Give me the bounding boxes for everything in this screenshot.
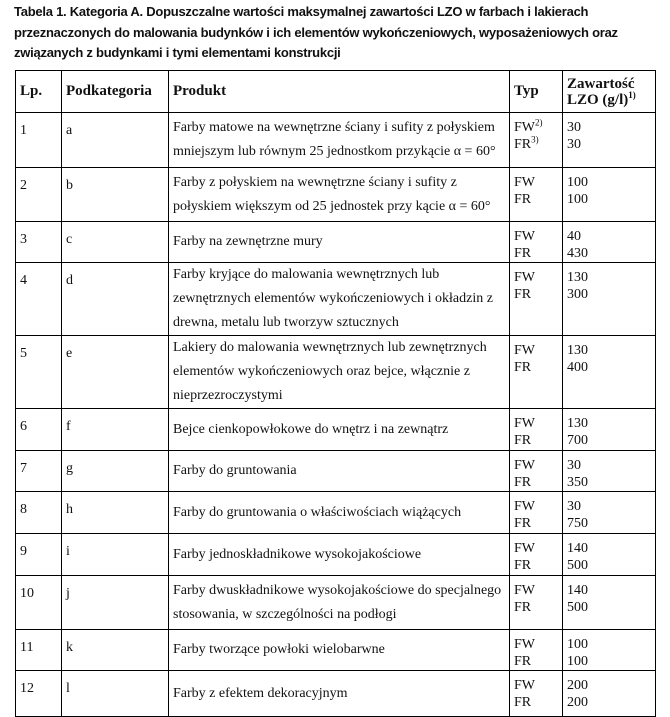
row-fr-val: 700: [567, 433, 588, 448]
table-caption: Tabela 1. Kategoria A. Dopuszczalne wartości maksymalnej zawartości LZO w farbach i lakierach przeznaczonych do malowania budynków i ich elementów wykończeniowych, wyposażeniowych oraz związanych z budynkami i tymi elementami konstrukcji: [14, 4, 618, 60]
row-lp: 5: [20, 346, 27, 361]
row-sub: f: [66, 419, 71, 434]
row-lp: 10: [20, 586, 34, 601]
footnote-marker: 1): [628, 89, 636, 100]
cell-type: [510, 534, 563, 576]
row-fw-val: 30: [567, 458, 581, 473]
cell-voc-value: [563, 336, 656, 409]
row-sub: g: [66, 461, 73, 476]
cell-lp: [16, 263, 62, 336]
cell-product: [169, 168, 510, 222]
header-podkategoria: Podkategoria: [62, 71, 169, 113]
table-row: [16, 630, 656, 671]
row-fw-val: 130: [567, 343, 588, 358]
table-row: [16, 409, 656, 451]
row-lp: 4: [20, 273, 27, 288]
row-product: Farby z efektem dekoracyjnym: [173, 685, 348, 701]
row-sub: h: [66, 502, 73, 517]
cell-voc-value: [563, 222, 656, 263]
row-product: Farby tworzące powłoki wielobarwne: [173, 642, 385, 657]
row-product: Lakiery do malowania wewnętrznych lub zewnętrznych elementów wykończeniowych oraz bejce, włącznie z nieprzezroczystymi: [173, 340, 487, 403]
row-lp: 1: [20, 123, 27, 138]
cell-product: [169, 671, 510, 717]
row-fr: FR: [514, 137, 532, 152]
cell-subcategory: [62, 576, 169, 630]
table-row: [16, 451, 656, 492]
row-fr-val: 200: [567, 695, 588, 710]
cell-subcategory: [62, 222, 169, 263]
row-sub: b: [66, 178, 73, 193]
cell-lp: [16, 534, 62, 576]
cell-subcategory: [62, 336, 169, 409]
cell-product: [169, 534, 510, 576]
cell-type: [510, 168, 563, 222]
row-product: Farby matowe na wewnętrzne ściany i sufity z połyskiem mniejszym lub równym 25 jednostkom przykącie α = 60°: [173, 120, 496, 159]
header-zawartosc-line1: Zawartość: [567, 75, 635, 92]
table-row: [16, 222, 656, 263]
row-fr: FR: [514, 654, 532, 669]
row-fw-val: 40: [567, 229, 581, 244]
row-fw: FW: [514, 343, 535, 358]
row-fw-val: 140: [567, 541, 588, 556]
table-row: [16, 263, 656, 336]
cell-product: [169, 492, 510, 534]
row-product: Farby z połyskiem na wewnętrzne ściany i sufity z połyskiem większym od 25 jednostek przy kącie α = 60°: [173, 174, 491, 214]
cell-voc-value: [563, 451, 656, 492]
row-fr-val: 30: [567, 137, 581, 152]
cell-voc-value: [563, 263, 656, 336]
row-fw: FW: [514, 458, 535, 473]
row-sub: c: [66, 232, 73, 247]
table-row: [16, 671, 656, 717]
row-product: Farby do gruntowania o właściwościach wiążących: [173, 504, 462, 520]
row-fr: FR: [514, 695, 532, 710]
row-fr: FR: [514, 287, 532, 302]
cell-type: [510, 576, 563, 630]
cell-product: [169, 630, 510, 671]
cell-voc-value: [563, 671, 656, 717]
row-sub: j: [66, 586, 70, 601]
row-fr-val: 100: [567, 192, 588, 207]
row-fw: FW: [514, 229, 535, 244]
row-lp: 2: [20, 178, 27, 193]
row-fw: FW: [514, 583, 535, 598]
row-fw: FW: [514, 120, 535, 135]
cell-product: [169, 336, 510, 409]
cell-subcategory: [62, 534, 169, 576]
row-fw: FW: [514, 499, 535, 514]
table-row: [16, 576, 656, 630]
cell-type: FW$^{2)}$ FR$^{3)}$: [510, 113, 563, 168]
row-fw: FW: [514, 678, 535, 693]
row-fr: FR: [514, 558, 532, 573]
row-fw-val: 100: [567, 637, 588, 652]
row-fw: FW: [514, 541, 535, 556]
row-fr-val: 500: [567, 600, 588, 615]
cell-product: [169, 263, 510, 336]
row-lp: 8: [20, 502, 27, 517]
row-sub: d: [66, 273, 73, 288]
row-fr: FR: [514, 360, 532, 375]
cell-lp: [16, 113, 62, 168]
header-zawartosc: [563, 71, 656, 113]
cell-voc-value: [563, 409, 656, 451]
cell-subcategory: [62, 451, 169, 492]
row-fw: FW: [514, 270, 535, 285]
header-zawartosc-line2: LZO (g/l): [567, 91, 629, 108]
cell-lp: [16, 451, 62, 492]
cell-type: [510, 630, 563, 671]
cell-subcategory: [62, 113, 169, 168]
voc-limits-table: [15, 70, 656, 717]
cell-voc-value: [563, 492, 656, 534]
row-lp: 9: [20, 544, 27, 559]
cell-voc-value: [563, 113, 656, 168]
cell-product: [169, 222, 510, 263]
table-header-row: [16, 71, 656, 113]
row-fw-val: 130: [567, 416, 588, 431]
row-sub: i: [66, 544, 70, 559]
cell-type: [510, 409, 563, 451]
row-fr-val: 750: [567, 516, 588, 531]
row-sub: l: [66, 681, 70, 696]
row-lp: 11: [20, 640, 34, 655]
row-fr: FR: [514, 516, 532, 531]
row-sub: a: [66, 123, 73, 138]
row-product: Farby do gruntowania: [173, 463, 297, 478]
row-lp: 7: [20, 461, 27, 476]
row-fw: FW: [514, 416, 535, 431]
row-sub: k: [66, 640, 73, 655]
cell-lp: [16, 630, 62, 671]
cell-lp: [16, 409, 62, 451]
header-produkt: Produkt: [169, 71, 510, 113]
row-fr-val: 500: [567, 558, 588, 573]
row-fr: FR: [514, 246, 532, 261]
cell-lp: [16, 576, 62, 630]
table-row: [16, 336, 656, 409]
row-fr-val: 350: [567, 475, 588, 490]
table-row: [16, 168, 656, 222]
row-fr: FR: [514, 600, 532, 615]
row-fw-val: 100: [567, 175, 588, 190]
cell-lp: [16, 336, 62, 409]
row-lp: 3: [20, 232, 27, 247]
row-fr: FR: [514, 192, 532, 207]
row-fw: FW: [514, 637, 535, 652]
table-row: [16, 534, 656, 576]
row-product: Bejce cienkopowłokowe do wnętrz i na zewnątrz: [173, 421, 449, 437]
cell-type: [510, 492, 563, 534]
cell-product: [169, 576, 510, 630]
cell-subcategory: [62, 630, 169, 671]
row-fw-val: 200: [567, 678, 588, 693]
cell-product: [169, 113, 510, 168]
table-row: [16, 492, 656, 534]
cell-voc-value: [563, 576, 656, 630]
row-fw-val: 130: [567, 270, 588, 285]
cell-lp: [16, 222, 62, 263]
cell-lp: [16, 671, 62, 717]
table-row: [16, 113, 656, 168]
row-fw: FW: [514, 175, 535, 190]
row-fr-val: 400: [567, 360, 588, 375]
row-lp: 12: [20, 681, 34, 696]
row-sub: e: [66, 346, 73, 361]
cell-voc-value: [563, 168, 656, 222]
row-fr: FR: [514, 475, 532, 490]
cell-subcategory: [62, 168, 169, 222]
cell-subcategory: [62, 492, 169, 534]
row-product: Farby jednoskładnikowe wysokojakościowe: [173, 546, 422, 562]
row-lp: 6: [20, 419, 27, 434]
cell-lp: [16, 492, 62, 534]
cell-subcategory: [62, 263, 169, 336]
row-fw-val: 30: [567, 120, 581, 135]
row-fr-val: 300: [567, 287, 588, 302]
row-fr: FR: [514, 433, 532, 448]
row-product: Farby dwuskładnikowe wysokojakościowe do specjalnego stosowania, w szczególności na podłogi: [173, 582, 502, 622]
row-fw-val: 30: [567, 499, 581, 514]
cell-subcategory: [62, 409, 169, 451]
cell-voc-value: [563, 630, 656, 671]
cell-voc-value: [563, 534, 656, 576]
cell-lp: [16, 168, 62, 222]
header-lp: Lp.: [16, 71, 62, 113]
cell-product: [169, 409, 510, 451]
row-fr-val: 100: [567, 654, 588, 669]
cell-type: [510, 263, 563, 336]
cell-product: [169, 451, 510, 492]
cell-type: [510, 336, 563, 409]
row-fr-val: 430: [567, 246, 588, 261]
cell-type: [510, 451, 563, 492]
row-product: Farby na zewnętrzne mury: [173, 234, 323, 249]
row-product: Farby kryjące do malowania wewnętrznych lub zewnętrznych elementów wykończeniowych i okładzin z drewna, metalu lub tworzyw sztucznych: [173, 267, 493, 330]
cell-type: [510, 671, 563, 717]
header-typ: Typ: [510, 71, 563, 113]
row-fw-val: 140: [567, 583, 588, 598]
cell-type: [510, 222, 563, 263]
cell-subcategory: [62, 671, 169, 717]
